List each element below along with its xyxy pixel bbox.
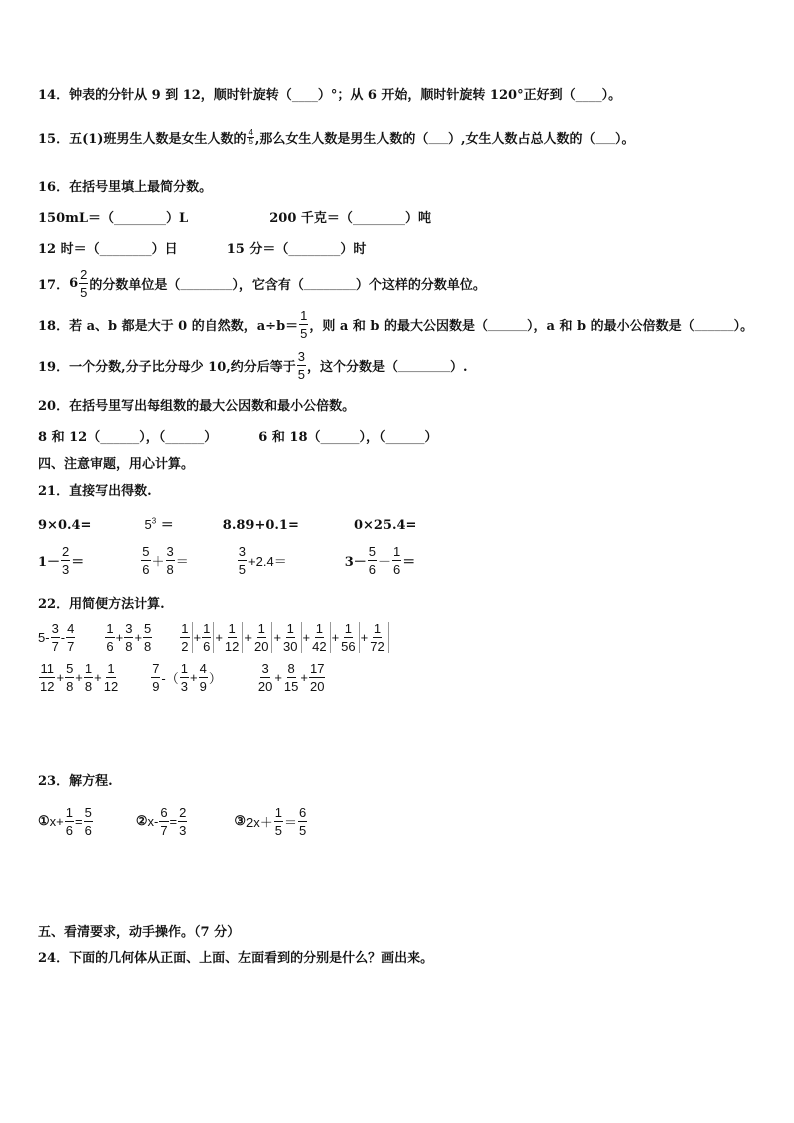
- fraction: $\frac{5}{6}$: [142, 544, 150, 577]
- fraction: $\frac{1}{6}$: [202, 622, 214, 653]
- answer-blank[interactable]: ________: [99, 242, 152, 257]
- answer-blank[interactable]: ____: [575, 88, 602, 103]
- fraction: $\frac{2}{5}$: [80, 267, 88, 300]
- fraction: $\frac{7}{9}$: [152, 661, 160, 694]
- fraction: $\frac{1}{72}$: [369, 622, 388, 653]
- fraction: $\frac{5}{6}$: [84, 805, 92, 838]
- answer-blank[interactable]: ________: [303, 276, 356, 291]
- answer-blank[interactable]: ___: [428, 130, 448, 145]
- question-19: 19． 一个分数,分子比分母少 10,约分后等于 $\frac{3}{5}$ ，这个分数是（ ________ ）.: [38, 349, 468, 382]
- answer-blank[interactable]: ______: [320, 430, 360, 445]
- answer-blank[interactable]: ___: [595, 130, 615, 145]
- fraction: $\frac{5}{8}$: [66, 661, 74, 694]
- fraction: $\frac{4}{9}$: [199, 661, 207, 694]
- answer-blank[interactable]: ______: [694, 317, 734, 332]
- fraction: $\frac{1}{6}$: [65, 805, 73, 838]
- answer-blank[interactable]: ________: [180, 276, 233, 291]
- fraction: $\frac{1}{8}$: [84, 661, 93, 694]
- question-22-row-1: 5- $\frac{3}{7}$ - $\frac{4}{7}$ $\frac{1}{6}$ + $\frac{3}{8}$ + $\frac{5}{8}$ $\frac{1}{2}$ + $\frac{1}{6}$ + $\frac{1}{12}$ + $\frac{1}{20}$ + $\frac{1}{30}$ + $\frac{1}{42}$ + $\frac{1}{56}$ + $\frac{1}{72}$: [38, 622, 390, 653]
- series-sum-expression: [179, 622, 389, 653]
- fraction: $\frac{1}{20}$: [253, 622, 272, 653]
- question-21: 21．直接写出得数.: [38, 484, 152, 499]
- fraction: $\frac{3}{5}$: [297, 349, 305, 382]
- answer-blank[interactable]: ________: [352, 211, 405, 226]
- fraction: $\frac{1}{56}$: [340, 622, 359, 653]
- fraction: $\frac{4}{7}$: [67, 621, 75, 654]
- section-4-heading: 四、注意审题，用心计算。: [38, 457, 195, 472]
- question-16-row-1: 150mL＝（________）L 200 千克＝（________）吨: [38, 211, 431, 226]
- plus-operator: +: [273, 630, 282, 645]
- answer-blank[interactable]: ____: [291, 88, 318, 103]
- question-23-equations: ① x+ $\frac{1}{6}$ = $\frac{5}{6}$ ② x- $\frac{6}{7}$ = $\frac{2}{3}$ ③ 2x＋ $\frac{1}{5}$ ＝ $\frac{6}{5}$: [38, 805, 307, 838]
- fraction: $\frac{8}{15}$: [283, 661, 299, 694]
- question-24: 24．下面的几何体从正面、上面、左面看到的分别是什么？画出来。: [38, 951, 434, 966]
- fraction: $\frac{1}{12}$: [103, 661, 119, 694]
- fraction: $\frac{5}{8}$: [144, 621, 152, 654]
- question-23: 23．解方程.: [38, 774, 113, 789]
- fraction: $\frac{2}{3}$: [179, 805, 187, 838]
- question-21-row-1: $9\times 0.4= 5^3 = 8.89+0.1= 0\times 25.4=$: [38, 516, 417, 533]
- question-20: 20．在括号里写出每组数的最大公因数和最小公倍数。: [38, 399, 356, 414]
- plus-operator: +: [331, 630, 340, 645]
- answer-blank[interactable]: ______: [165, 430, 205, 445]
- plus-operator: +: [302, 630, 311, 645]
- question-18: 18． 若 a、b 都是大于 0 的自然数，a÷b＝ $\frac{1}{5}$ ，则 a 和 b 的最大公因数是（ ______ ），a 和 b 的最小公倍数是（ ______ ）。: [38, 308, 754, 341]
- fraction: $\frac{1}{3}$: [180, 661, 188, 694]
- question-20-answers: 8 和 12（______），（______） 6 和 18（______），（______）: [38, 430, 438, 445]
- fraction: $\frac{3}{7}$: [51, 621, 59, 654]
- fraction: $\frac{4}{5}$: [248, 128, 253, 146]
- fraction: $\frac{17}{20}$: [309, 661, 325, 694]
- plus-operator: +: [215, 630, 223, 645]
- answer-blank[interactable]: ______: [100, 430, 140, 445]
- plus-operator: +: [193, 630, 202, 645]
- fraction: $\frac{1}{12}$: [224, 622, 243, 653]
- fraction: $\frac{3}{5}$: [238, 544, 247, 577]
- question-16: 16．在括号里填上最简分数。: [38, 180, 213, 195]
- answer-blank[interactable]: ________: [398, 358, 451, 373]
- fraction: $\frac{3}{8}$: [166, 544, 174, 577]
- fraction: $\frac{5}{6}$: [368, 544, 376, 577]
- fraction: $\frac{1}{42}$: [311, 622, 330, 653]
- fraction: $\frac{1}{2}$: [180, 622, 192, 653]
- question-22: 22．用简便方法计算.: [38, 597, 165, 612]
- question-15: 15． 五(1)班男生人数是女生人数的 $\frac{4}{5}$ ,那么女生人数是男生人数的（ ___ ）,女生人数占总人数的（ ___ ）。: [38, 128, 635, 147]
- fraction: $\frac{3}{8}$: [125, 621, 133, 654]
- answer-blank[interactable]: ______: [385, 430, 425, 445]
- fraction: $\frac{11}{12}$: [40, 661, 55, 694]
- answer-blank[interactable]: ______: [488, 317, 528, 332]
- fraction: $\frac{1}{5}$: [300, 308, 308, 341]
- plus-operator: +: [360, 630, 369, 645]
- fraction: $\frac{1}{5}$: [274, 805, 282, 838]
- answer-blank[interactable]: ________: [288, 242, 341, 257]
- question-14: 14．钟表的分针从 9 到 12，顺时针旋转（____）°；从 6 开始，顺时针旋转 120°正好到（____）。: [38, 88, 622, 103]
- fraction: $\frac{6}{7}$: [160, 805, 168, 838]
- fraction: $\frac{2}{3}$: [62, 544, 70, 577]
- fraction: $\frac{1}{6}$: [393, 544, 401, 577]
- answer-blank[interactable]: ________: [114, 211, 167, 226]
- question-21-row-2: 1－ $\frac{2}{3}$ ＝ $\frac{5}{6}$ ＋ $\frac{3}{8}$ ＝ $\frac{3}{5}$ +2.4＝ 3－ $\frac{5}{6}$ － $\frac{1}{6}$ ＝: [38, 544, 416, 577]
- fraction: $\frac{3}{20}$: [257, 661, 273, 694]
- question-22-row-2: $\frac{11}{12}$ + $\frac{5}{8}$ + $\frac{1}{8}$ + $\frac{1}{12}$ $\frac{7}{9}$ -（ $\frac{1}{3}$ + $\frac{4}{9}$ ） $\frac{3}{20}$ + $\frac{8}{15}$ + $\frac{17}{20}$: [40, 661, 325, 694]
- fraction: $\frac{1}{30}$: [282, 622, 301, 653]
- plus-operator: +: [244, 630, 252, 645]
- section-5-heading: 五、看清要求，动手操作。（7 分）: [38, 925, 241, 940]
- question-17: 17． 6 $\frac{2}{5}$ 的分数单位是（ ________ ），它含有（ ________ ）个这样的分数单位。: [38, 267, 486, 300]
- fraction: $\frac{1}{6}$: [106, 621, 114, 654]
- fraction: $\frac{6}{5}$: [299, 805, 307, 838]
- question-16-row-2: 12 时＝（________）日 15 分＝（________）时: [38, 242, 367, 257]
